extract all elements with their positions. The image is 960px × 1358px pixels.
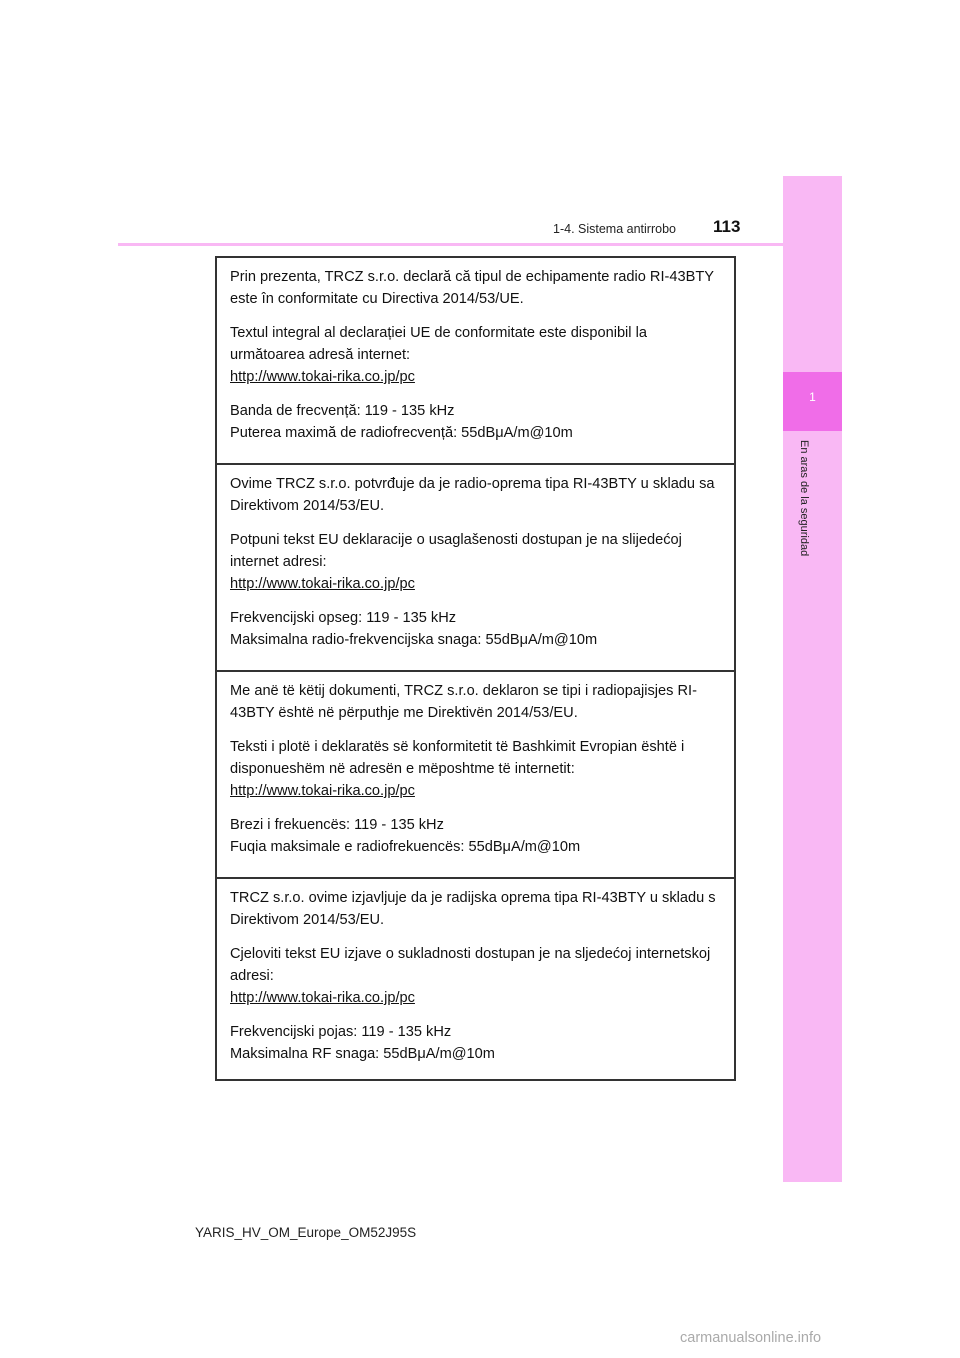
- frequency-band: Frekvencijski opseg: 119 - 135 kHz: [230, 610, 457, 626]
- declaration-text: Prin prezenta, TRCZ s.r.o. declară că tipul de echipamente radio RI-43BTY este în conformitate cu Directiva 2014/53/UE.: [230, 269, 714, 307]
- fulltext-note: Teksti i plotë i deklaratës së konformitetit të Bashkimit Evropian është i disponueshëm në adresën e mëposhtme të internetit:: [230, 739, 685, 777]
- declaration-text: TRCZ s.r.o. ovime izjavljuje da je radijska oprema tipa RI-43BTY u skladu s Direktivom 2014/53/EU.: [230, 890, 716, 928]
- declaration-link[interactable]: http://www.tokai-rika.co.jp/pc: [230, 369, 415, 385]
- fulltext-note: Textul integral al declarației UE de conformitate este disponibil la următoarea adresă internet:: [230, 325, 647, 363]
- declarations-box: [215, 256, 736, 1081]
- declaration-text: Me anë të këtij dokumenti, TRCZ s.r.o. deklaron se tipi i radiopajisjes RI-43BTY është në përputhje me Direktivën 2014/53/EU.: [230, 683, 697, 721]
- declaration-text: Ovime TRCZ s.r.o. potvrđuje da je radio-oprema tipa RI-43BTY u skladu sa Direktivom 2014/53/EU.: [230, 476, 715, 514]
- declaration-block-albanian: [217, 672, 734, 879]
- fulltext-note: Potpuni tekst EU deklaracije o usaglašenosti dostupan je na slijedećoj internet adresi:: [230, 532, 682, 570]
- declaration-block-bosnian: [217, 465, 734, 672]
- frequency-band: Brezi i frekuencës: 119 - 135 kHz: [230, 817, 444, 833]
- chapter-label: En aras de la seguridad: [798, 440, 810, 557]
- frequency-band: Banda de frecvență: 119 - 135 kHz: [230, 403, 455, 419]
- fulltext-note: Cjeloviti tekst EU izjave o sukladnosti dostupan je na sljedećoj internetskoj adresi:: [230, 946, 711, 984]
- max-power: Maksimalna radio-frekvencijska snaga: 55dBμA/m@10m: [230, 632, 598, 648]
- declaration-link[interactable]: http://www.tokai-rika.co.jp/pc: [230, 576, 415, 592]
- header-rule: [118, 243, 783, 246]
- footer-doc-id: YARIS_HV_OM_Europe_OM52J95S: [195, 1225, 417, 1240]
- declaration-block-croatian: [217, 879, 734, 1084]
- chapter-number: 1: [809, 390, 816, 404]
- max-power: Fuqia maksimale e radiofrekuencës: 55dBμA/m@10m: [230, 839, 581, 855]
- max-power: Puterea maximă de radiofrecvență: 55dBμA/m@10m: [230, 425, 573, 441]
- watermark: carmanualsonline.info: [680, 1330, 822, 1346]
- declaration-block-romanian: [217, 258, 734, 465]
- page-number: 113: [713, 217, 741, 236]
- chapter-side-tab: [783, 176, 842, 1182]
- section-title: 1-4. Sistema antirrobo: [553, 222, 676, 236]
- frequency-band: Frekvencijski pojas: 119 - 135 kHz: [230, 1024, 452, 1040]
- max-power: Maksimalna RF snaga: 55dBμA/m@10m: [230, 1046, 495, 1062]
- declaration-link[interactable]: http://www.tokai-rika.co.jp/pc: [230, 990, 415, 1006]
- declaration-link[interactable]: http://www.tokai-rika.co.jp/pc: [230, 783, 415, 799]
